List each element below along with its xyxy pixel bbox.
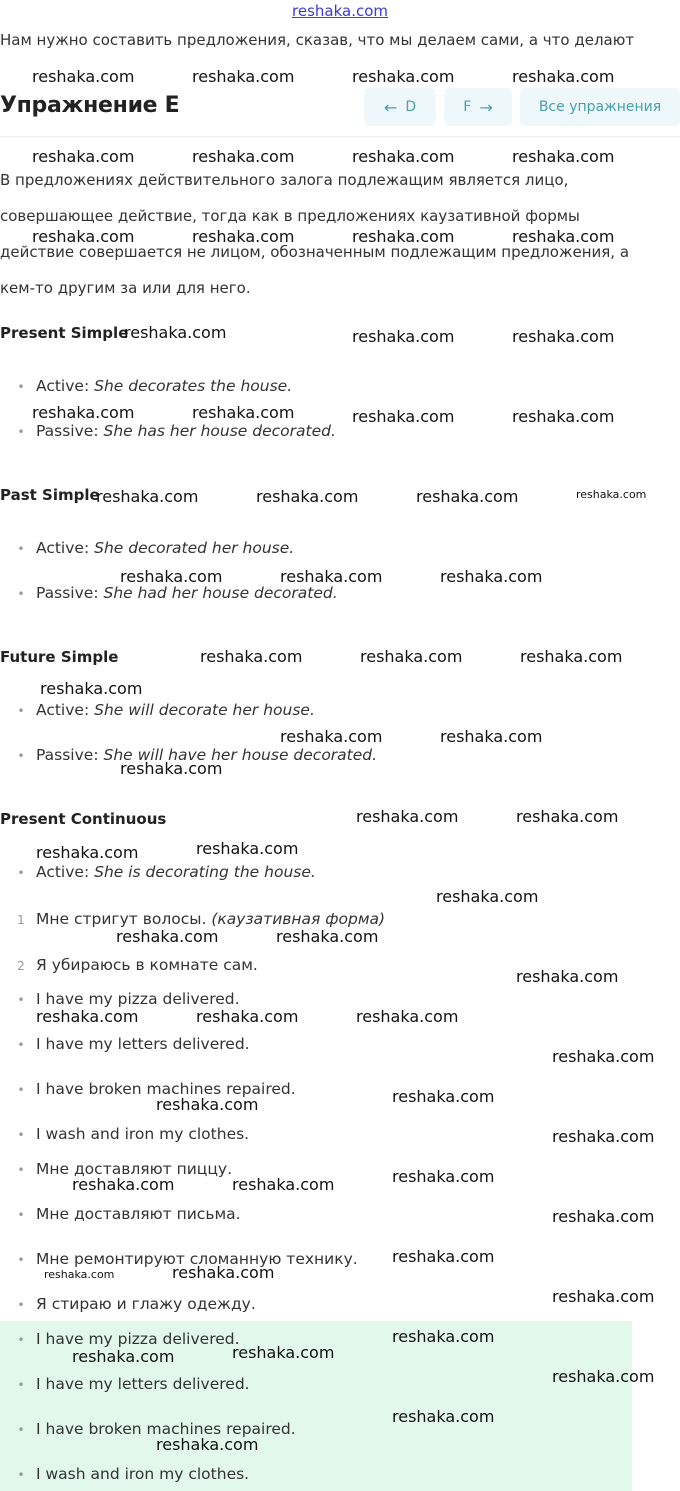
bullet-dot-icon: • (17, 992, 25, 1007)
watermark-text: reshaka.com (196, 1007, 299, 1026)
watermark-text: reshaka.com (192, 147, 295, 166)
list-item: • I wash and iron my clothes. (0, 1125, 249, 1143)
watermark-text: reshaka.com (352, 147, 455, 166)
watermark-text: reshaka.com (552, 1207, 655, 1226)
watermark-text: reshaka.com (124, 323, 227, 342)
watermark-text: reshaka.com (520, 647, 623, 666)
bullet-dot-icon: • (17, 1207, 25, 1222)
list-item: • I have my letters delivered. (0, 1035, 250, 1053)
bullet-dot-icon: • (17, 379, 25, 394)
list-item: • Active: She will decorate her house. (0, 701, 315, 719)
list-item: • Мне доставляют письма. (0, 1205, 241, 1223)
watermark-text: reshaka.com (512, 147, 615, 166)
watermark-text: reshaka.com (172, 1263, 275, 1282)
watermark-text: reshaka.com (352, 327, 455, 346)
bullet-dot-icon: • (17, 424, 25, 439)
watermark-text: reshaka.com (352, 227, 455, 246)
bullet-dot-icon: • (17, 1162, 25, 1177)
list-item: • Мне доставляют пиццу. (0, 1160, 232, 1178)
watermark-text: reshaka.com (512, 227, 615, 246)
watermark-text: reshaka.com (512, 67, 615, 86)
bullet-dot-icon: • (17, 703, 25, 718)
list-item: • Я стираю и глажу одежду. (0, 1295, 256, 1313)
watermark-text: reshaka.com (392, 1327, 495, 1346)
section-heading: Present Continuous (0, 810, 167, 828)
watermark-text: reshaka.com (36, 843, 139, 862)
list-item: • Мне ремонтируют сломанную технику. (0, 1250, 358, 1268)
bullet-dot-icon: • (17, 1377, 25, 1392)
list-item: • Passive: She has her house decorated. (0, 422, 336, 440)
list-item: • Active: She decorates the house. (0, 377, 292, 395)
watermark-text: reshaka.com (192, 227, 295, 246)
watermark-text: reshaka.com (232, 1343, 335, 1362)
watermark-text: reshaka.com (32, 227, 135, 246)
bullet-dot-icon: • (17, 748, 25, 763)
watermark-text: reshaka.com (516, 807, 619, 826)
watermark-text: reshaka.com (32, 67, 135, 86)
section-heading: Past Simple (0, 486, 100, 504)
bullet-dot-icon: • (17, 1082, 25, 1097)
watermark-text: reshaka.com (44, 1268, 115, 1281)
list-item: • I have broken machines repaired. (0, 1080, 296, 1098)
answer-item: • I have my letters delivered. (0, 1375, 250, 1393)
bullet-dot-icon: • (17, 541, 25, 556)
watermark-text: reshaka.com (120, 567, 223, 586)
watermark-text: reshaka.com (576, 488, 647, 501)
list-item: • Active: She is decorating the house. (0, 863, 316, 881)
section-heading: Present Simple (0, 324, 129, 342)
numbered-item: 1 Мне стригут волосы. (каузативная форма) (17, 910, 386, 928)
watermark-text: reshaka.com (392, 1407, 495, 1426)
list-item: • I have my pizza delivered. (0, 990, 240, 1008)
watermark-text: reshaka.com (232, 1175, 335, 1194)
watermark-text: reshaka.com (440, 567, 543, 586)
list-item: • Passive: She will have her house decorated. (0, 746, 377, 764)
watermark-text: reshaka.com (512, 327, 615, 346)
all-exercises-label: Все упражнения (538, 99, 662, 115)
watermark-text: reshaka.com (200, 647, 303, 666)
watermark-text: reshaka.com (392, 1167, 495, 1186)
paragraph-line: совершающее действие, тогда как в предложениях каузативной формы (0, 207, 580, 225)
arrow-left-icon: ← (383, 97, 398, 117)
watermark-text: reshaka.com (72, 1347, 175, 1366)
watermark-text: reshaka.com (156, 1435, 259, 1454)
paragraph-line: кем-то другим за или для него. (0, 279, 251, 297)
watermark-text: reshaka.com (516, 967, 619, 986)
watermark-text: reshaka.com (280, 727, 383, 746)
watermark-text: reshaka.com (360, 647, 463, 666)
list-item: • Active: She decorated her house. (0, 539, 294, 557)
site-link[interactable]: reshaka.com (292, 2, 388, 20)
watermark-text: reshaka.com (36, 1007, 139, 1026)
intro-text: Нам нужно составить предложения, сказав, что мы делаем сами, а что делают (0, 31, 635, 49)
watermark-text: reshaka.com (392, 1087, 495, 1106)
all-exercises-button[interactable] (520, 88, 680, 126)
watermark-text: reshaka.com (436, 887, 539, 906)
prev-exercise-label: D (405, 99, 417, 115)
watermark-text: reshaka.com (120, 759, 223, 778)
watermark-text: reshaka.com (552, 1367, 655, 1386)
bullet-dot-icon: • (17, 1252, 25, 1267)
watermark-text: reshaka.com (96, 487, 199, 506)
watermark-text: reshaka.com (552, 1047, 655, 1066)
arrow-right-icon: → (479, 97, 493, 117)
watermark-text: reshaka.com (440, 727, 543, 746)
answer-item: • I have broken machines repaired. (0, 1420, 296, 1438)
watermark-text: reshaka.com (356, 807, 459, 826)
watermark-text: reshaka.com (32, 147, 135, 166)
bullet-dot-icon: • (17, 1037, 25, 1052)
watermark-text: reshaka.com (72, 1175, 175, 1194)
answer-item: • I have my pizza delivered. (0, 1330, 240, 1348)
watermark-text: reshaka.com (416, 487, 519, 506)
bullet-dot-icon: • (17, 1422, 25, 1437)
bullet-dot-icon: • (17, 865, 25, 880)
watermark-text: reshaka.com (192, 67, 295, 86)
numbered-item: 2 Я убираюсь в комнате сам. (17, 956, 258, 974)
watermark-text: reshaka.com (40, 679, 143, 698)
watermark-text: reshaka.com (392, 1247, 495, 1266)
watermark-text: reshaka.com (552, 1287, 655, 1306)
bullet-dot-icon: • (17, 1127, 25, 1142)
watermark-text: reshaka.com (512, 407, 615, 426)
watermark-text: reshaka.com (196, 839, 299, 858)
watermark-text: reshaka.com (116, 927, 219, 946)
paragraph-line: действие совершается не лицом, обозначенным подлежащим предложения, а (0, 243, 630, 261)
watermark-text: reshaka.com (256, 487, 359, 506)
watermark-text: reshaka.com (192, 403, 295, 422)
bullet-dot-icon: • (17, 1297, 25, 1312)
bullet-dot-icon: • (17, 1467, 25, 1482)
next-exercise-button[interactable] (444, 88, 512, 126)
watermark-text: reshaka.com (352, 67, 455, 86)
watermark-text: reshaka.com (156, 1095, 259, 1114)
next-exercise-label: F (463, 99, 472, 115)
bullet-dot-icon: • (17, 586, 25, 601)
answer-item: • I wash and iron my clothes. (0, 1465, 249, 1483)
watermark-text: reshaka.com (276, 927, 379, 946)
watermark-text: reshaka.com (280, 567, 383, 586)
section-heading: Future Simple (0, 648, 119, 666)
paragraph-line: В предложениях действительного залога подлежащим является лицо, (0, 171, 569, 189)
watermark-text: reshaka.com (352, 407, 455, 426)
watermark-text: reshaka.com (32, 403, 135, 422)
watermark-text: reshaka.com (356, 1007, 459, 1026)
bullet-dot-icon: • (17, 1332, 25, 1347)
list-item: • Passive: She had her house decorated. (0, 584, 338, 602)
watermark-text: reshaka.com (552, 1127, 655, 1146)
page-title: Упражнение E (0, 93, 180, 118)
prev-exercise-button[interactable] (364, 88, 436, 126)
